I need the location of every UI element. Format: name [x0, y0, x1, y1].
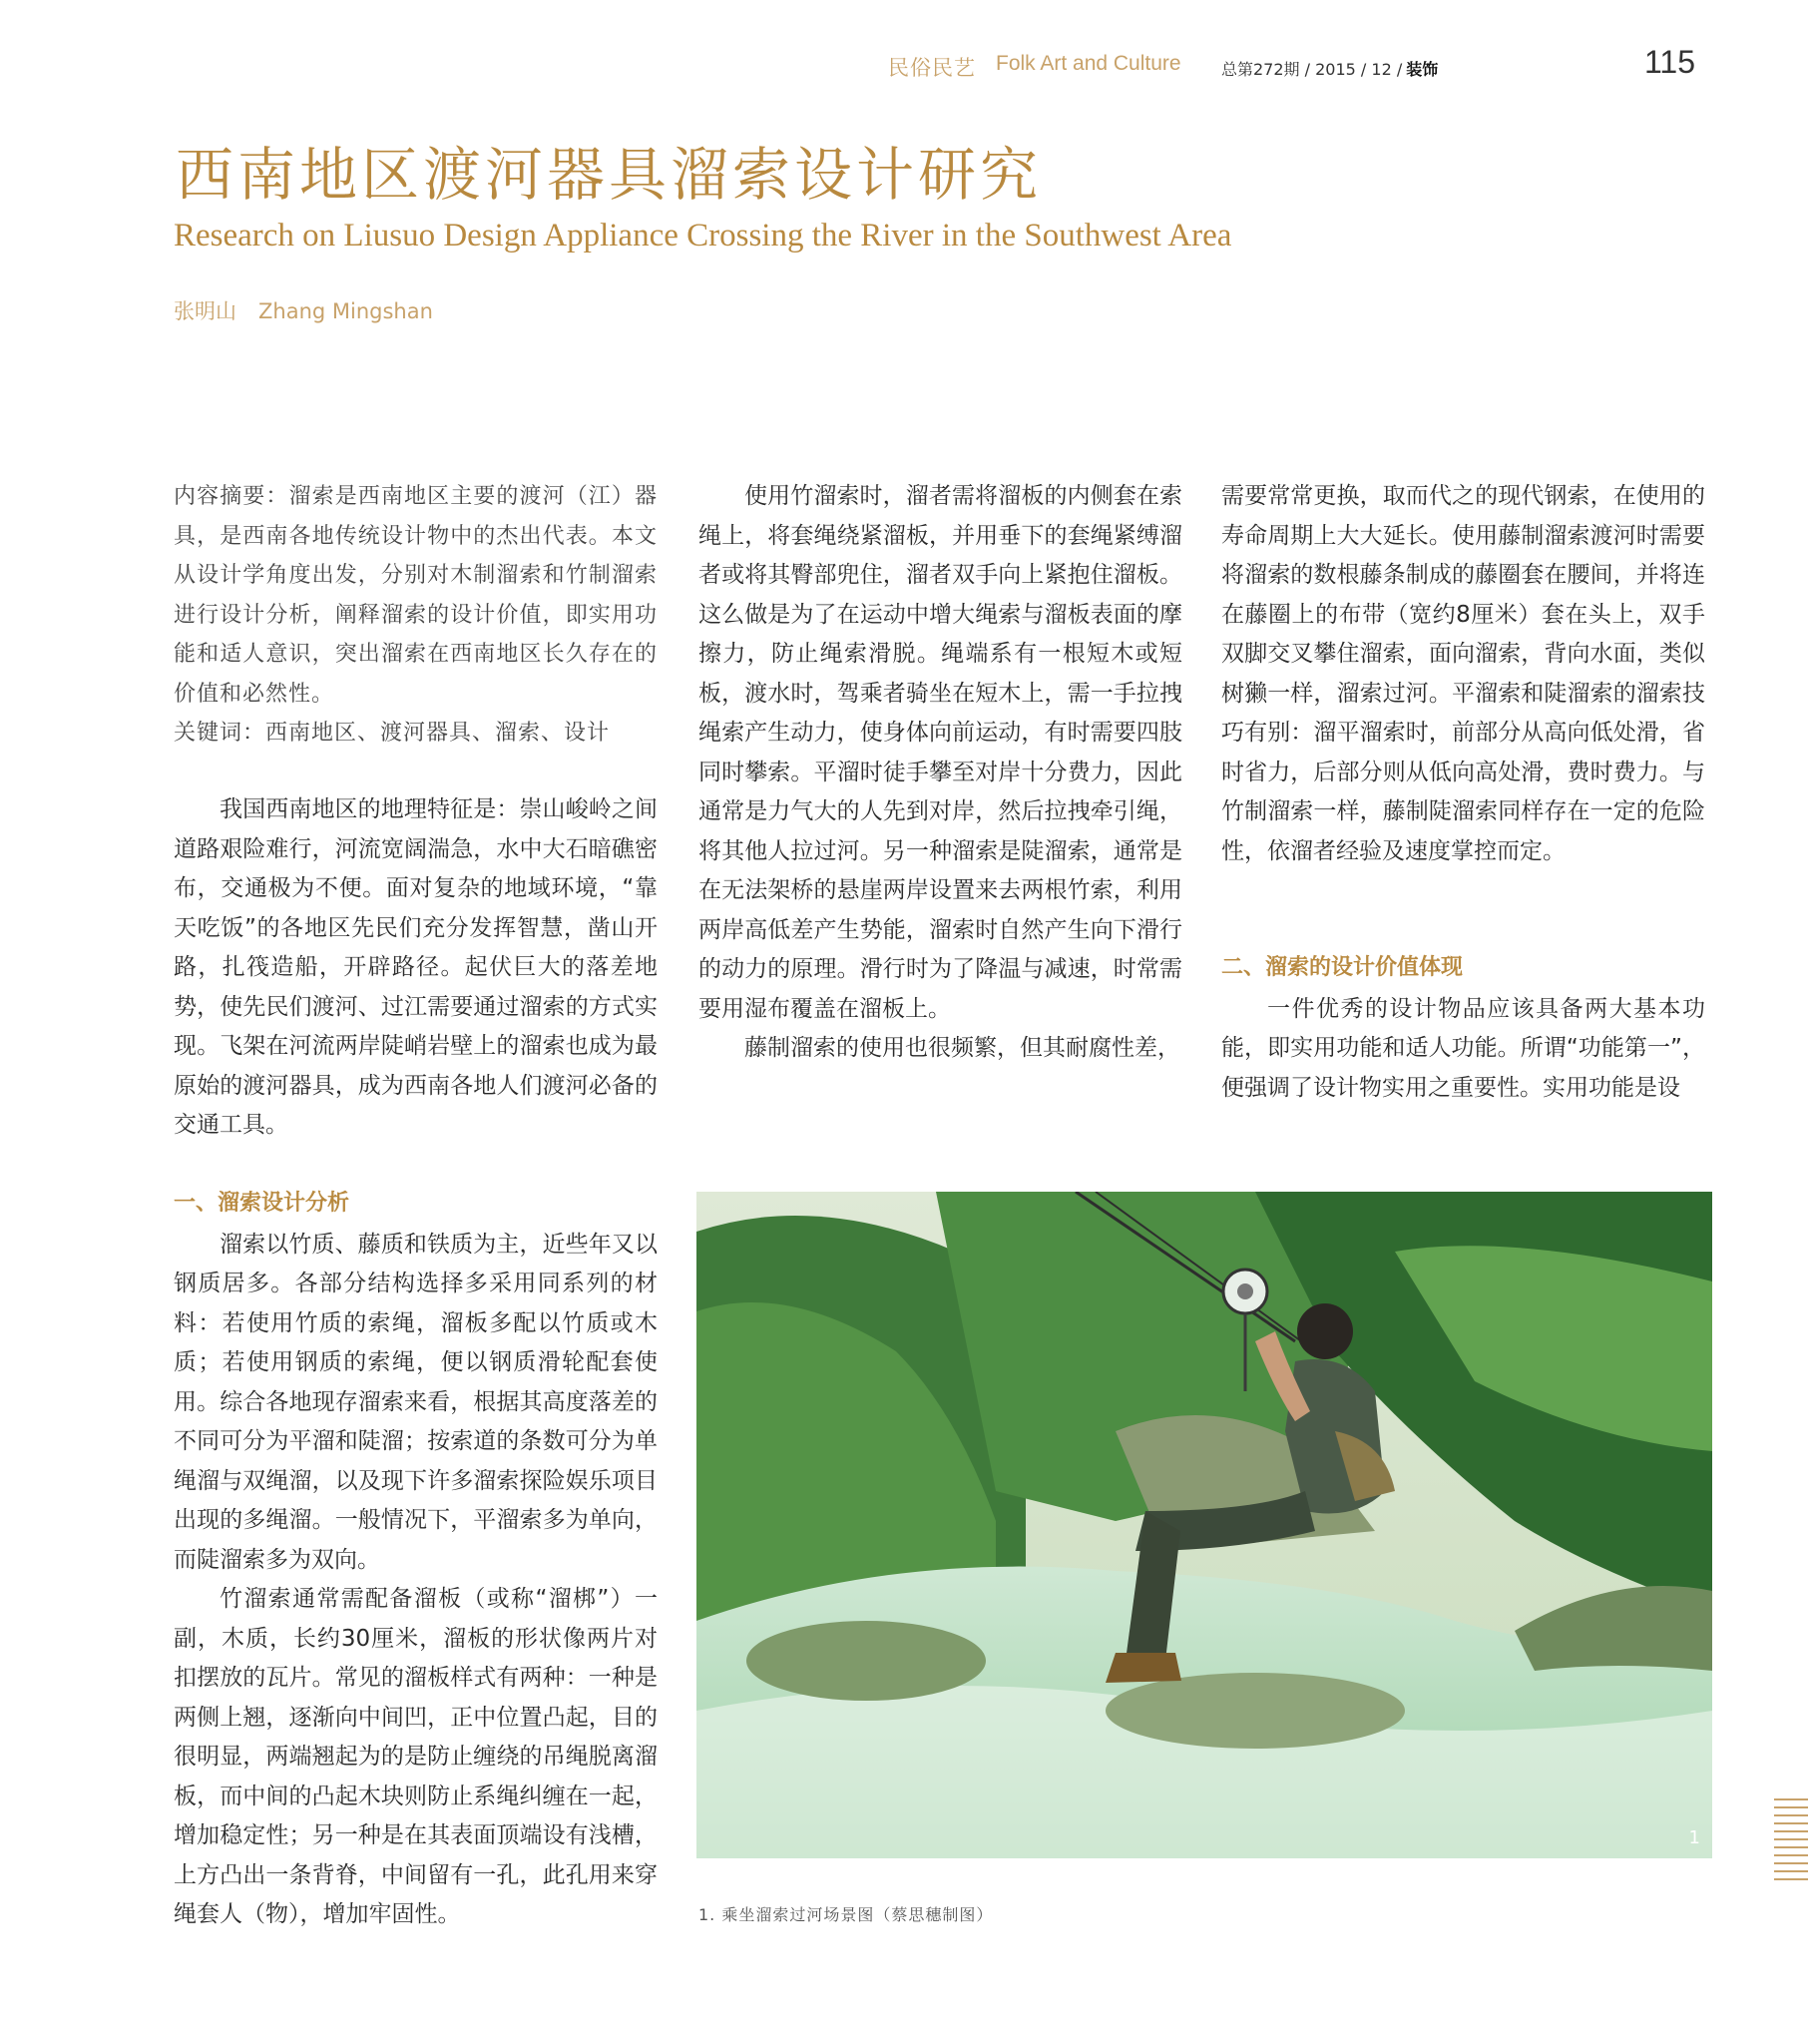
header-category-en: Folk Art and Culture	[996, 52, 1181, 75]
col2-paragraph-1: 使用竹溜索时，溜者需将溜板的内侧套在索绳上，将套绳绕紧溜板，并用垂下的套绳紧缚溜者或将其臀部兜住，溜者双手向上紧抱住溜板。这么做是为了在运动中增大绳索与溜板表面的摩擦力，防止绳索滑脱。绳端系有一根短木或短板，渡水时，驾乘者骑坐在短木上，需一手拉拽绳索产生动力，使身体向前运动，有时需要四肢同时攀索。平溜时徒手攀至对岸十分费力，因此通常是力气大的人先到对岸，然后拉拽牵引绳，将其他人拉过河。另一种溜索是陡溜索，通常是在无法架桥的悬崖两岸设置来去两根竹索，利用两岸高低差产生势能，溜索时自然产生向下滑行的动力的原理。滑行时为了降温与减速，时常需要用湿布覆盖在溜板上。	[698, 483, 1182, 1022]
column-3	[1221, 477, 1705, 871]
journal-logo: 装饰	[1406, 60, 1439, 79]
section1-paragraph-2: 竹溜索通常需配备溜板（或称“溜梆”）一副，木质，长约30厘米，溜板的形状像两片对扣摆放的瓦片。常见的溜板样式有两种：一种是两侧上翘，逐渐向中间凹，正中位置凸起，目的很明显，两端翘起为的是防止缠绕的吊绳脱离溜板，而中间的凸起木块则防止系绳纠缠在一起，增加稳定性；另一种是在其表面顶端设有浅槽，上方凸出一条背脊，中间留有一孔，此孔用来穿绳套人（物），增加牢固性。	[174, 1586, 658, 1927]
title-cn: 西南地区渡河器具溜索设计研究	[176, 141, 1043, 209]
section2-title: 二、溜索的设计价值体现	[1221, 955, 1464, 980]
section1-block	[174, 1184, 658, 1935]
header-issue	[1221, 57, 1438, 80]
abstract-block	[174, 477, 658, 754]
section1-title: 一、溜索设计分析	[174, 1191, 350, 1216]
author	[174, 295, 455, 325]
section1-paragraph-1: 溜索以竹质、藤质和铁质为主，近些年又以钢质居多。各部分结构选择多采用同系列的材料：若使用竹质的索绳，溜板多配以竹质或木质；若使用钢质的索绳，便以钢质滑轮配套使用。综合各地现存溜索来看，根据其高度落差的不同可分为平溜和陡溜；按索道的条数可分为单绳溜与双绳溜，以及现下许多溜索探险娱乐项目出现的多绳溜。一般情况下，平溜索多为单向，而陡溜索多为双向。	[174, 1231, 658, 1573]
section2-paragraph-1: 一件优秀的设计物品应该具备两大基本功能，即实用功能和适人功能。所谓“功能第一”，便强调了设计物实用之重要性。实用功能是设	[1221, 995, 1705, 1101]
title-en: Research on Liusuo Design Appliance Crossing the River in the Southwest Area	[174, 218, 1232, 254]
author-cn: 张明山	[174, 299, 236, 323]
page-number: 115	[1644, 44, 1696, 80]
col2-paragraph-2: 藤制溜索的使用也很频繁，但其耐腐性差，	[744, 1035, 1180, 1061]
figure-illustration	[696, 1192, 1712, 1858]
section2-block	[1221, 948, 1705, 1108]
column-2	[698, 477, 1182, 1069]
figure-caption: 1. 乘坐溜索过河场景图（蔡思穗制图）	[698, 1905, 994, 1924]
intro-paragraph: 我国西南地区的地理特征是：崇山峻岭之间道路艰险难行，河流宽阔湍急，水中大石暗礁密布，交通极为不便。面对复杂的地域环境，“靠天吃饭”的各地区先民们充分发挥智慧，凿山开路，扎筏造船，开辟路径。起伏巨大的落差地势，使先民们渡河、过江需要通过溜索的方式实现。飞架在河流两岸陡峭岩壁上的溜索也成为最原始的渡河器具，成为西南各地人们渡河必备的交通工具。	[174, 796, 658, 1138]
keywords: 关键词：西南地区、渡河器具、溜索、设计	[174, 721, 611, 746]
side-decoration	[1774, 1798, 1808, 1886]
header-category-cn: 民俗民艺	[888, 56, 976, 80]
figure-number: 1	[1688, 1827, 1700, 1848]
issue-text: 总第272期 / 2015 / 12 /	[1221, 60, 1403, 79]
abstract-text: 内容摘要：溜索是西南地区主要的渡河（江）器具，是西南各地传统设计物中的杰出代表。本文从设计学角度出发，分别对木制溜索和竹制溜索进行设计分析，阐释溜索的设计价值，即实用功能和适人意识，突出溜索在西南地区长久存在的价值和必然性。	[174, 484, 658, 707]
col3-paragraph-1: 需要常常更换，取而代之的现代钢索，在使用的寿命周期上大大延长。使用藤制溜索渡河时需要将溜索的数根藤条制成的藤圈套在腰间，并将连在藤圈上的布带（宽约8厘米）套在头上，双手双脚交叉攀住溜索，面向溜索，背向水面，类似树獭一样，溜索过河。平溜索和陡溜索的溜索技巧有别：溜平溜索时，前部分从高向低处滑，省时省力，后部分则从低向高处滑，费时费力。与竹制溜索一样，藤制陡溜索同样存在一定的危险性，依溜者经验及速度掌控而定。	[1221, 483, 1705, 864]
author-en: Zhang Mingshan	[258, 299, 433, 323]
intro-block	[174, 790, 658, 1146]
ziplining-river-scene	[696, 1192, 1712, 1858]
